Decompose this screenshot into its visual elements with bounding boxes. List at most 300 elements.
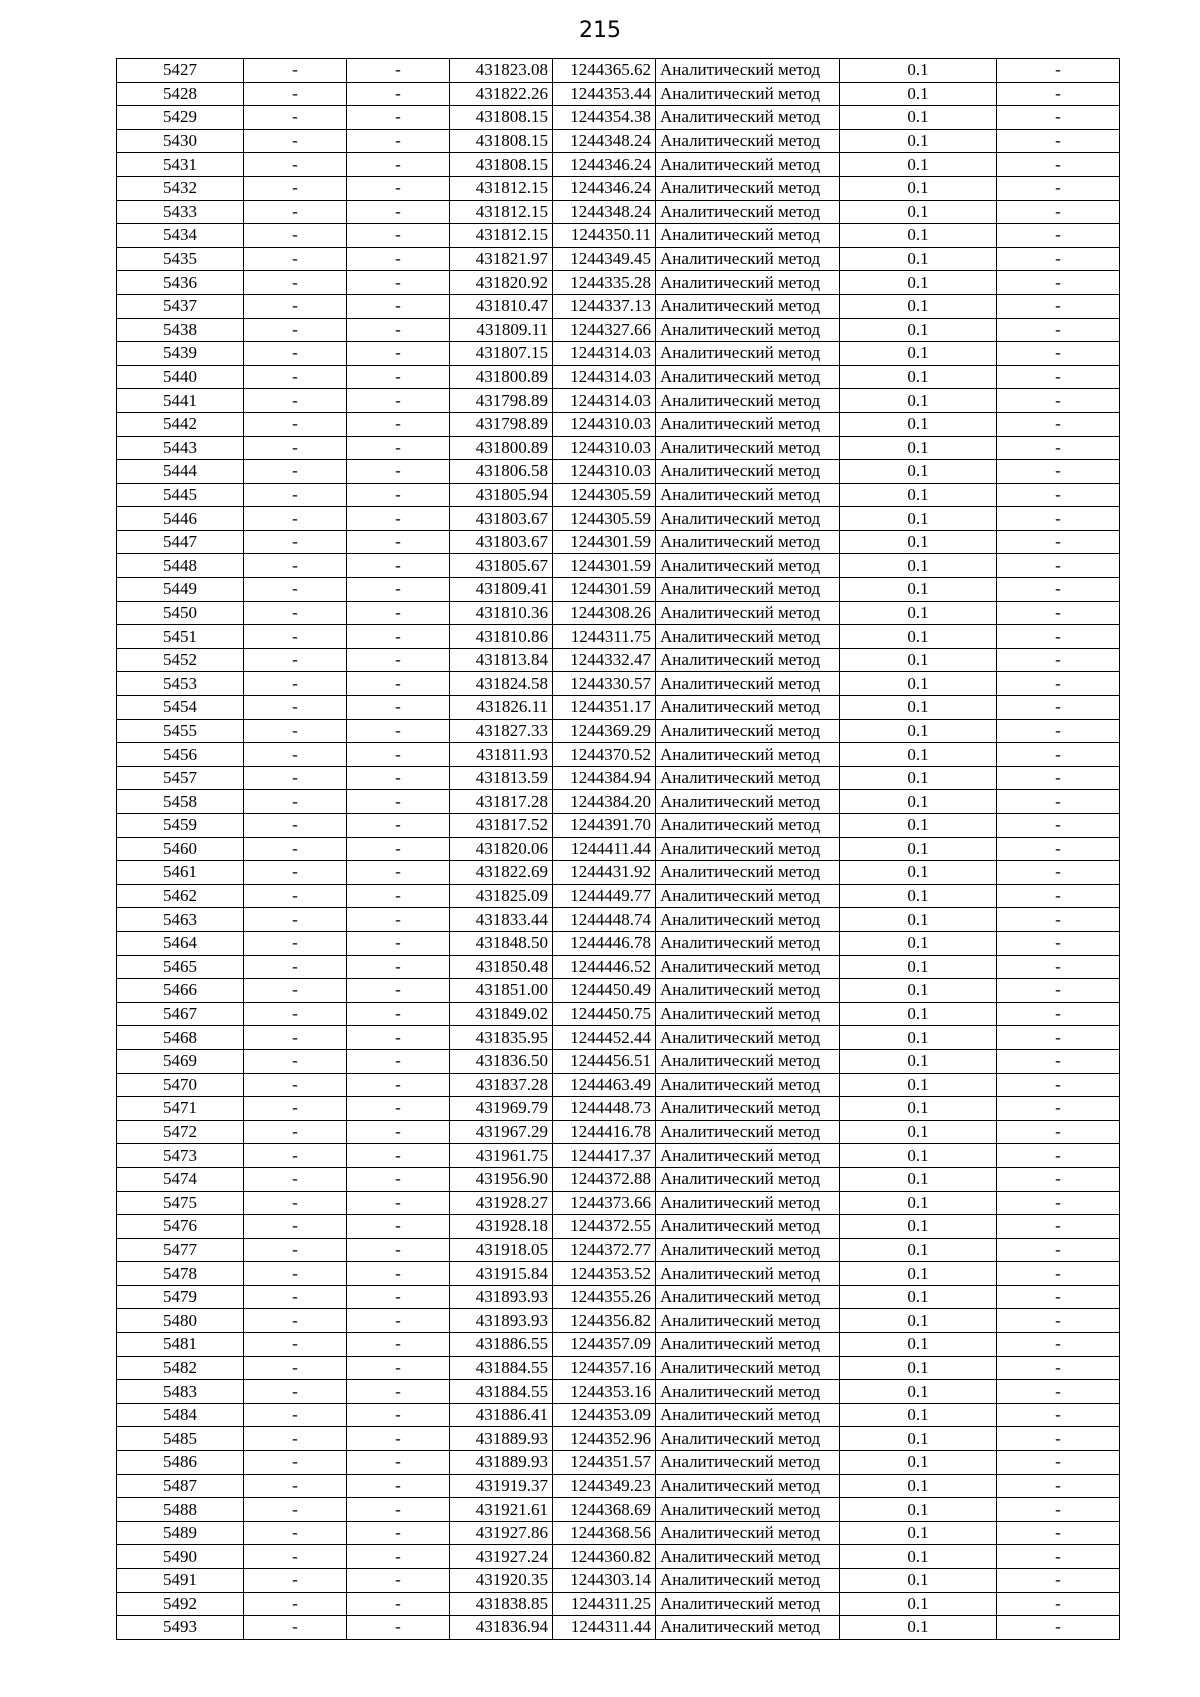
- x-coordinate-cell: 431884.55: [450, 1356, 553, 1380]
- method-cell: Аналитический метод: [656, 743, 840, 767]
- accuracy-cell: 0.1: [840, 1451, 997, 1475]
- accuracy-cell: 0.1: [840, 931, 997, 955]
- x-coordinate-cell: 431921.61: [450, 1498, 553, 1522]
- column-2-cell: -: [244, 672, 347, 696]
- y-coordinate-cell: 1244348.24: [553, 200, 656, 224]
- column-2-cell: -: [244, 554, 347, 578]
- x-coordinate-cell: 431927.86: [450, 1521, 553, 1545]
- table-row: [117, 931, 1120, 955]
- y-coordinate-cell: 1244456.51: [553, 1049, 656, 1073]
- y-coordinate-cell: 1244351.57: [553, 1451, 656, 1475]
- x-coordinate-cell: 431836.94: [450, 1616, 553, 1640]
- method-cell: Аналитический метод: [656, 1498, 840, 1522]
- accuracy-cell: 0.1: [840, 696, 997, 720]
- x-coordinate-cell: 431812.15: [450, 224, 553, 248]
- x-coordinate-cell: 431884.55: [450, 1380, 553, 1404]
- table-row: [117, 884, 1120, 908]
- column-8-cell: -: [997, 1120, 1120, 1144]
- accuracy-cell: 0.1: [840, 1167, 997, 1191]
- column-3-cell: -: [347, 601, 450, 625]
- method-cell: Аналитический метод: [656, 814, 840, 838]
- column-2-cell: -: [244, 884, 347, 908]
- column-8-cell: -: [997, 955, 1120, 979]
- y-coordinate-cell: 1244384.94: [553, 766, 656, 790]
- column-8-cell: -: [997, 1616, 1120, 1640]
- method-cell: Аналитический метод: [656, 365, 840, 389]
- point-number-cell: 5436: [117, 271, 244, 295]
- x-coordinate-cell: 431813.84: [450, 648, 553, 672]
- column-2-cell: -: [244, 1215, 347, 1239]
- column-3-cell: -: [347, 59, 450, 83]
- method-cell: Аналитический метод: [656, 342, 840, 366]
- y-coordinate-cell: 1244349.45: [553, 247, 656, 271]
- column-3-cell: -: [347, 1521, 450, 1545]
- accuracy-cell: 0.1: [840, 1144, 997, 1168]
- accuracy-cell: 0.1: [840, 1215, 997, 1239]
- point-number-cell: 5466: [117, 979, 244, 1003]
- column-8-cell: -: [997, 1262, 1120, 1286]
- method-cell: Аналитический метод: [656, 59, 840, 83]
- column-8-cell: -: [997, 106, 1120, 130]
- table-row: [117, 1238, 1120, 1262]
- column-8-cell: -: [997, 1380, 1120, 1404]
- column-3-cell: -: [347, 294, 450, 318]
- column-2-cell: -: [244, 1097, 347, 1121]
- column-8-cell: -: [997, 837, 1120, 861]
- column-3-cell: -: [347, 106, 450, 130]
- column-2-cell: -: [244, 979, 347, 1003]
- table-row: [117, 1120, 1120, 1144]
- accuracy-cell: 0.1: [840, 1097, 997, 1121]
- method-cell: Аналитический метод: [656, 578, 840, 602]
- x-coordinate-cell: 431808.15: [450, 153, 553, 177]
- column-3-cell: -: [347, 1120, 450, 1144]
- column-3-cell: -: [347, 507, 450, 531]
- y-coordinate-cell: 1244330.57: [553, 672, 656, 696]
- point-number-cell: 5443: [117, 436, 244, 460]
- table-row: [117, 247, 1120, 271]
- table-row: [117, 1333, 1120, 1357]
- column-3-cell: -: [347, 1285, 450, 1309]
- y-coordinate-cell: 1244391.70: [553, 814, 656, 838]
- method-cell: Аналитический метод: [656, 1592, 840, 1616]
- column-8-cell: -: [997, 200, 1120, 224]
- column-3-cell: -: [347, 1427, 450, 1451]
- column-3-cell: -: [347, 672, 450, 696]
- column-8-cell: -: [997, 507, 1120, 531]
- table-row: [117, 1380, 1120, 1404]
- column-2-cell: -: [244, 59, 347, 83]
- x-coordinate-cell: 431889.93: [450, 1427, 553, 1451]
- column-8-cell: -: [997, 1498, 1120, 1522]
- table-row: [117, 1403, 1120, 1427]
- method-cell: Аналитический метод: [656, 412, 840, 436]
- point-number-cell: 5477: [117, 1238, 244, 1262]
- column-2-cell: -: [244, 436, 347, 460]
- column-3-cell: -: [347, 837, 450, 861]
- column-8-cell: -: [997, 601, 1120, 625]
- y-coordinate-cell: 1244355.26: [553, 1285, 656, 1309]
- y-coordinate-cell: 1244305.59: [553, 483, 656, 507]
- accuracy-cell: 0.1: [840, 1403, 997, 1427]
- point-number-cell: 5448: [117, 554, 244, 578]
- column-3-cell: -: [347, 224, 450, 248]
- table-row: [117, 153, 1120, 177]
- table-row: [117, 1002, 1120, 1026]
- y-coordinate-cell: 1244305.59: [553, 507, 656, 531]
- table-row: [117, 1191, 1120, 1215]
- column-8-cell: -: [997, 129, 1120, 153]
- column-3-cell: -: [347, 908, 450, 932]
- column-2-cell: -: [244, 1026, 347, 1050]
- method-cell: Аналитический метод: [656, 1427, 840, 1451]
- column-3-cell: -: [347, 1403, 450, 1427]
- column-2-cell: -: [244, 1309, 347, 1333]
- accuracy-cell: 0.1: [840, 271, 997, 295]
- column-3-cell: -: [347, 1451, 450, 1475]
- column-3-cell: -: [347, 625, 450, 649]
- column-8-cell: -: [997, 483, 1120, 507]
- column-8-cell: -: [997, 342, 1120, 366]
- column-3-cell: -: [347, 766, 450, 790]
- table-row: [117, 436, 1120, 460]
- column-8-cell: -: [997, 979, 1120, 1003]
- table-row: [117, 294, 1120, 318]
- column-2-cell: -: [244, 271, 347, 295]
- column-8-cell: -: [997, 1144, 1120, 1168]
- table-row: [117, 837, 1120, 861]
- table-row: [117, 1215, 1120, 1239]
- table-row: [117, 1356, 1120, 1380]
- table-row: [117, 625, 1120, 649]
- point-number-cell: 5447: [117, 530, 244, 554]
- point-number-cell: 5469: [117, 1049, 244, 1073]
- y-coordinate-cell: 1244357.09: [553, 1333, 656, 1357]
- accuracy-cell: 0.1: [840, 176, 997, 200]
- x-coordinate-cell: 431805.67: [450, 554, 553, 578]
- table-row: [117, 1521, 1120, 1545]
- column-3-cell: -: [347, 530, 450, 554]
- accuracy-cell: 0.1: [840, 365, 997, 389]
- accuracy-cell: 0.1: [840, 1309, 997, 1333]
- column-8-cell: -: [997, 1569, 1120, 1593]
- column-2-cell: -: [244, 1120, 347, 1144]
- method-cell: Аналитический метод: [656, 129, 840, 153]
- y-coordinate-cell: 1244349.23: [553, 1474, 656, 1498]
- method-cell: Аналитический метод: [656, 1545, 840, 1569]
- point-number-cell: 5452: [117, 648, 244, 672]
- point-number-cell: 5491: [117, 1569, 244, 1593]
- column-3-cell: -: [347, 365, 450, 389]
- column-3-cell: -: [347, 1167, 450, 1191]
- accuracy-cell: 0.1: [840, 1191, 997, 1215]
- table-row: [117, 1569, 1120, 1593]
- x-coordinate-cell: 431822.26: [450, 82, 553, 106]
- y-coordinate-cell: 1244301.59: [553, 554, 656, 578]
- point-number-cell: 5427: [117, 59, 244, 83]
- accuracy-cell: 0.1: [840, 955, 997, 979]
- method-cell: Аналитический метод: [656, 1521, 840, 1545]
- method-cell: Аналитический метод: [656, 1191, 840, 1215]
- point-number-cell: 5434: [117, 224, 244, 248]
- table-row: [117, 1073, 1120, 1097]
- point-number-cell: 5463: [117, 908, 244, 932]
- method-cell: Аналитический метод: [656, 294, 840, 318]
- column-2-cell: -: [244, 790, 347, 814]
- y-coordinate-cell: 1244356.82: [553, 1309, 656, 1333]
- method-cell: Аналитический метод: [656, 861, 840, 885]
- column-8-cell: -: [997, 1592, 1120, 1616]
- accuracy-cell: 0.1: [840, 979, 997, 1003]
- table-row: [117, 106, 1120, 130]
- column-8-cell: -: [997, 743, 1120, 767]
- accuracy-cell: 0.1: [840, 625, 997, 649]
- y-coordinate-cell: 1244357.16: [553, 1356, 656, 1380]
- accuracy-cell: 0.1: [840, 1073, 997, 1097]
- column-8-cell: -: [997, 1545, 1120, 1569]
- accuracy-cell: 0.1: [840, 1356, 997, 1380]
- x-coordinate-cell: 431927.24: [450, 1545, 553, 1569]
- column-2-cell: -: [244, 1380, 347, 1404]
- table-row: [117, 1592, 1120, 1616]
- column-8-cell: -: [997, 1521, 1120, 1545]
- column-2-cell: -: [244, 1403, 347, 1427]
- method-cell: Аналитический метод: [656, 790, 840, 814]
- column-2-cell: -: [244, 1144, 347, 1168]
- y-coordinate-cell: 1244446.52: [553, 955, 656, 979]
- point-number-cell: 5487: [117, 1474, 244, 1498]
- method-cell: Аналитический метод: [656, 460, 840, 484]
- method-cell: Аналитический метод: [656, 1356, 840, 1380]
- accuracy-cell: 0.1: [840, 342, 997, 366]
- column-3-cell: -: [347, 1616, 450, 1640]
- point-number-cell: 5446: [117, 507, 244, 531]
- accuracy-cell: 0.1: [840, 1120, 997, 1144]
- column-2-cell: -: [244, 176, 347, 200]
- table-row: [117, 59, 1120, 83]
- y-coordinate-cell: 1244308.26: [553, 601, 656, 625]
- column-8-cell: -: [997, 625, 1120, 649]
- point-number-cell: 5493: [117, 1616, 244, 1640]
- column-2-cell: -: [244, 1616, 347, 1640]
- column-8-cell: -: [997, 271, 1120, 295]
- x-coordinate-cell: 431850.48: [450, 955, 553, 979]
- table-row: [117, 176, 1120, 200]
- point-number-cell: 5488: [117, 1498, 244, 1522]
- x-coordinate-cell: 431808.15: [450, 129, 553, 153]
- y-coordinate-cell: 1244314.03: [553, 389, 656, 413]
- y-coordinate-cell: 1244350.11: [553, 224, 656, 248]
- point-number-cell: 5460: [117, 837, 244, 861]
- point-number-cell: 5451: [117, 625, 244, 649]
- y-coordinate-cell: 1244448.73: [553, 1097, 656, 1121]
- x-coordinate-cell: 431811.93: [450, 743, 553, 767]
- column-2-cell: -: [244, 766, 347, 790]
- x-coordinate-cell: 431810.86: [450, 625, 553, 649]
- y-coordinate-cell: 1244353.44: [553, 82, 656, 106]
- point-number-cell: 5454: [117, 696, 244, 720]
- table-row: [117, 271, 1120, 295]
- method-cell: Аналитический метод: [656, 1474, 840, 1498]
- x-coordinate-cell: 431798.89: [450, 389, 553, 413]
- table-row: [117, 1026, 1120, 1050]
- y-coordinate-cell: 1244463.49: [553, 1073, 656, 1097]
- column-8-cell: -: [997, 1309, 1120, 1333]
- x-coordinate-cell: 431817.52: [450, 814, 553, 838]
- point-number-cell: 5457: [117, 766, 244, 790]
- column-3-cell: -: [347, 200, 450, 224]
- y-coordinate-cell: 1244368.56: [553, 1521, 656, 1545]
- method-cell: Аналитический метод: [656, 696, 840, 720]
- x-coordinate-cell: 431919.37: [450, 1474, 553, 1498]
- point-number-cell: 5464: [117, 931, 244, 955]
- point-number-cell: 5484: [117, 1403, 244, 1427]
- x-coordinate-cell: 431809.11: [450, 318, 553, 342]
- column-2-cell: -: [244, 318, 347, 342]
- column-2-cell: -: [244, 460, 347, 484]
- column-3-cell: -: [347, 1356, 450, 1380]
- accuracy-cell: 0.1: [840, 460, 997, 484]
- x-coordinate-cell: 431969.79: [450, 1097, 553, 1121]
- point-number-cell: 5444: [117, 460, 244, 484]
- y-coordinate-cell: 1244368.69: [553, 1498, 656, 1522]
- column-2-cell: -: [244, 861, 347, 885]
- table-row: [117, 1309, 1120, 1333]
- column-8-cell: -: [997, 460, 1120, 484]
- point-number-cell: 5481: [117, 1333, 244, 1357]
- point-number-cell: 5439: [117, 342, 244, 366]
- point-number-cell: 5465: [117, 955, 244, 979]
- method-cell: Аналитический метод: [656, 224, 840, 248]
- x-coordinate-cell: 431808.15: [450, 106, 553, 130]
- column-3-cell: -: [347, 1191, 450, 1215]
- method-cell: Аналитический метод: [656, 1238, 840, 1262]
- column-3-cell: -: [347, 931, 450, 955]
- point-number-cell: 5437: [117, 294, 244, 318]
- table-row: [117, 578, 1120, 602]
- y-coordinate-cell: 1244384.20: [553, 790, 656, 814]
- column-8-cell: -: [997, 884, 1120, 908]
- point-number-cell: 5478: [117, 1262, 244, 1286]
- method-cell: Аналитический метод: [656, 1215, 840, 1239]
- table-row: [117, 507, 1120, 531]
- column-8-cell: -: [997, 908, 1120, 932]
- column-3-cell: -: [347, 271, 450, 295]
- accuracy-cell: 0.1: [840, 578, 997, 602]
- method-cell: Аналитический метод: [656, 908, 840, 932]
- column-3-cell: -: [347, 318, 450, 342]
- accuracy-cell: 0.1: [840, 507, 997, 531]
- accuracy-cell: 0.1: [840, 1474, 997, 1498]
- x-coordinate-cell: 431810.47: [450, 294, 553, 318]
- point-number-cell: 5482: [117, 1356, 244, 1380]
- method-cell: Аналитический метод: [656, 106, 840, 130]
- y-coordinate-cell: 1244352.96: [553, 1427, 656, 1451]
- y-coordinate-cell: 1244360.82: [553, 1545, 656, 1569]
- column-8-cell: -: [997, 153, 1120, 177]
- column-3-cell: -: [347, 1498, 450, 1522]
- column-3-cell: -: [347, 129, 450, 153]
- column-2-cell: -: [244, 153, 347, 177]
- accuracy-cell: 0.1: [840, 224, 997, 248]
- accuracy-cell: 0.1: [840, 436, 997, 460]
- column-2-cell: -: [244, 365, 347, 389]
- column-8-cell: -: [997, 224, 1120, 248]
- column-8-cell: -: [997, 1285, 1120, 1309]
- accuracy-cell: 0.1: [840, 884, 997, 908]
- y-coordinate-cell: 1244354.38: [553, 106, 656, 130]
- column-8-cell: -: [997, 861, 1120, 885]
- x-coordinate-cell: 431820.06: [450, 837, 553, 861]
- column-2-cell: -: [244, 1427, 347, 1451]
- method-cell: Аналитический метод: [656, 436, 840, 460]
- column-3-cell: -: [347, 1569, 450, 1593]
- table-row: [117, 696, 1120, 720]
- method-cell: Аналитический метод: [656, 1403, 840, 1427]
- method-cell: Аналитический метод: [656, 648, 840, 672]
- method-cell: Аналитический метод: [656, 931, 840, 955]
- table-row: [117, 672, 1120, 696]
- column-3-cell: -: [347, 1215, 450, 1239]
- method-cell: Аналитический метод: [656, 271, 840, 295]
- column-8-cell: -: [997, 436, 1120, 460]
- y-coordinate-cell: 1244431.92: [553, 861, 656, 885]
- method-cell: Аналитический метод: [656, 766, 840, 790]
- x-coordinate-cell: 431812.15: [450, 176, 553, 200]
- column-2-cell: -: [244, 1333, 347, 1357]
- column-3-cell: -: [347, 1097, 450, 1121]
- column-3-cell: -: [347, 389, 450, 413]
- point-number-cell: 5489: [117, 1521, 244, 1545]
- column-3-cell: -: [347, 342, 450, 366]
- column-8-cell: -: [997, 719, 1120, 743]
- y-coordinate-cell: 1244337.13: [553, 294, 656, 318]
- x-coordinate-cell: 431805.94: [450, 483, 553, 507]
- method-cell: Аналитический метод: [656, 1309, 840, 1333]
- column-3-cell: -: [347, 1026, 450, 1050]
- y-coordinate-cell: 1244311.75: [553, 625, 656, 649]
- column-8-cell: -: [997, 648, 1120, 672]
- y-coordinate-cell: 1244416.78: [553, 1120, 656, 1144]
- column-3-cell: -: [347, 247, 450, 271]
- method-cell: Аналитический метод: [656, 389, 840, 413]
- method-cell: Аналитический метод: [656, 1167, 840, 1191]
- method-cell: Аналитический метод: [656, 1285, 840, 1309]
- accuracy-cell: 0.1: [840, 837, 997, 861]
- point-number-cell: 5429: [117, 106, 244, 130]
- column-8-cell: -: [997, 294, 1120, 318]
- column-8-cell: -: [997, 1026, 1120, 1050]
- accuracy-cell: 0.1: [840, 648, 997, 672]
- method-cell: Аналитический метод: [656, 1026, 840, 1050]
- table-row: [117, 1427, 1120, 1451]
- y-coordinate-cell: 1244311.25: [553, 1592, 656, 1616]
- column-8-cell: -: [997, 1403, 1120, 1427]
- column-8-cell: -: [997, 931, 1120, 955]
- table-row: [117, 1498, 1120, 1522]
- accuracy-cell: 0.1: [840, 601, 997, 625]
- column-3-cell: -: [347, 814, 450, 838]
- accuracy-cell: 0.1: [840, 412, 997, 436]
- column-8-cell: -: [997, 1356, 1120, 1380]
- column-3-cell: -: [347, 861, 450, 885]
- table-row: [117, 979, 1120, 1003]
- method-cell: Аналитический метод: [656, 318, 840, 342]
- column-8-cell: -: [997, 365, 1120, 389]
- point-number-cell: 5433: [117, 200, 244, 224]
- table-row: [117, 1167, 1120, 1191]
- column-2-cell: -: [244, 648, 347, 672]
